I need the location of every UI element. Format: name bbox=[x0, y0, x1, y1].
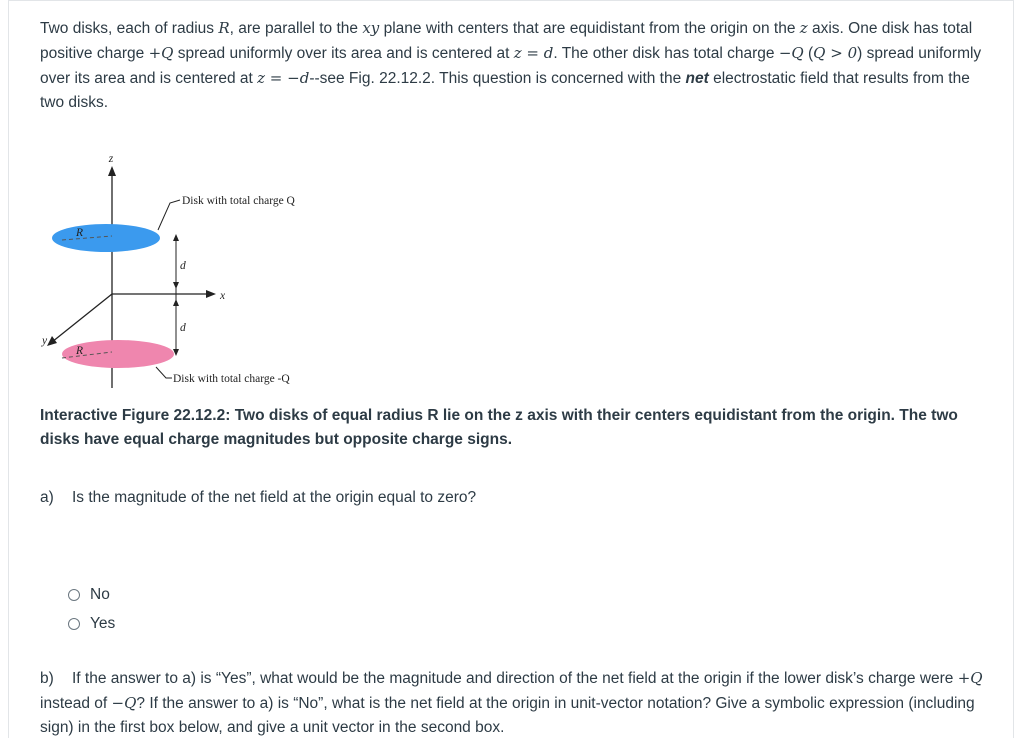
bottom-disk-leader bbox=[156, 367, 172, 378]
math-R: R bbox=[218, 19, 230, 37]
math-z-eq-minus-d: z = −d bbox=[257, 69, 310, 87]
answer-options bbox=[68, 580, 115, 638]
problem-statement: Two disks, each of radius R, are parallel to the xy plane with centers that are equidistant from the origin on the z axis. One disk has total positive charge +Q spread uniformly over its area and is centered at z = d. The other disk has total charge −Q (Q > 0) spread uniformly over its area and is centered at z = −d--see Fig. 22.12.2. This question is concerned with the net electrostatic field that results from the two disks. bbox=[40, 19, 982, 111]
top-disk bbox=[52, 224, 160, 252]
question-a-label: a) bbox=[40, 489, 54, 506]
lower-d-label: d bbox=[180, 322, 186, 334]
radio-yes[interactable] bbox=[68, 618, 80, 630]
math-z-eq-d: z = d bbox=[513, 44, 554, 62]
top-disk-leader bbox=[158, 200, 180, 230]
question-a-text: Is the magnitude of the net field at the origin equal to zero? bbox=[72, 489, 477, 506]
y-axis-label: y bbox=[42, 335, 48, 347]
y-axis bbox=[52, 294, 112, 342]
top-disk-label: Disk with total charge Q bbox=[182, 195, 295, 207]
question-a bbox=[40, 486, 990, 510]
math-plus-q: +Q bbox=[148, 44, 174, 62]
math-plus-q-b: +Q bbox=[957, 669, 983, 687]
math-z: z bbox=[799, 19, 808, 37]
option-yes[interactable] bbox=[68, 609, 115, 638]
option-yes-label: Yes bbox=[90, 614, 116, 632]
math-minus-q-b: −Q bbox=[111, 694, 137, 712]
question-b-label: b) bbox=[40, 670, 54, 687]
math-minus-q: −Q bbox=[778, 44, 804, 62]
net-emphasis: net bbox=[685, 70, 709, 87]
option-no[interactable] bbox=[68, 580, 115, 609]
z-axis-label: z bbox=[108, 153, 114, 165]
figure-caption: Interactive Figure 22.12.2: Two disks of equal radius R lie on the z axis with their centers equidistant from the origin. The two disks have equal charge magnitudes but opposite charge signs. bbox=[40, 407, 958, 448]
top-disk-radius-label: R bbox=[76, 227, 84, 239]
figure-svg bbox=[40, 148, 400, 396]
z-axis-arrow bbox=[108, 166, 116, 176]
upper-d-label: d bbox=[180, 260, 186, 272]
bottom-disk-label: Disk with total charge -Q bbox=[173, 373, 290, 385]
x-axis-arrow bbox=[206, 290, 216, 298]
option-no-label: No bbox=[90, 585, 110, 603]
math-q-gt-0: Q > 0 bbox=[813, 44, 858, 62]
radio-no[interactable] bbox=[68, 589, 80, 601]
question-b: b) If the answer to a) is “Yes”, what would be the magnitude and direction of the net field at the origin if the lower disk’s charge were +Q instead of −Q? If the answer to a) is “No”, what is the net field at the origin in unit-vector notation? Give a symbolic expression (including sign) in the first box below, and give a unit vector in the second box. bbox=[40, 669, 983, 736]
two-disks-figure bbox=[40, 148, 400, 396]
y-axis-arrow bbox=[47, 336, 57, 346]
bottom-disk-radius-label: R bbox=[76, 345, 84, 357]
x-axis-label: x bbox=[220, 290, 226, 302]
math-xy: xy bbox=[362, 19, 380, 37]
